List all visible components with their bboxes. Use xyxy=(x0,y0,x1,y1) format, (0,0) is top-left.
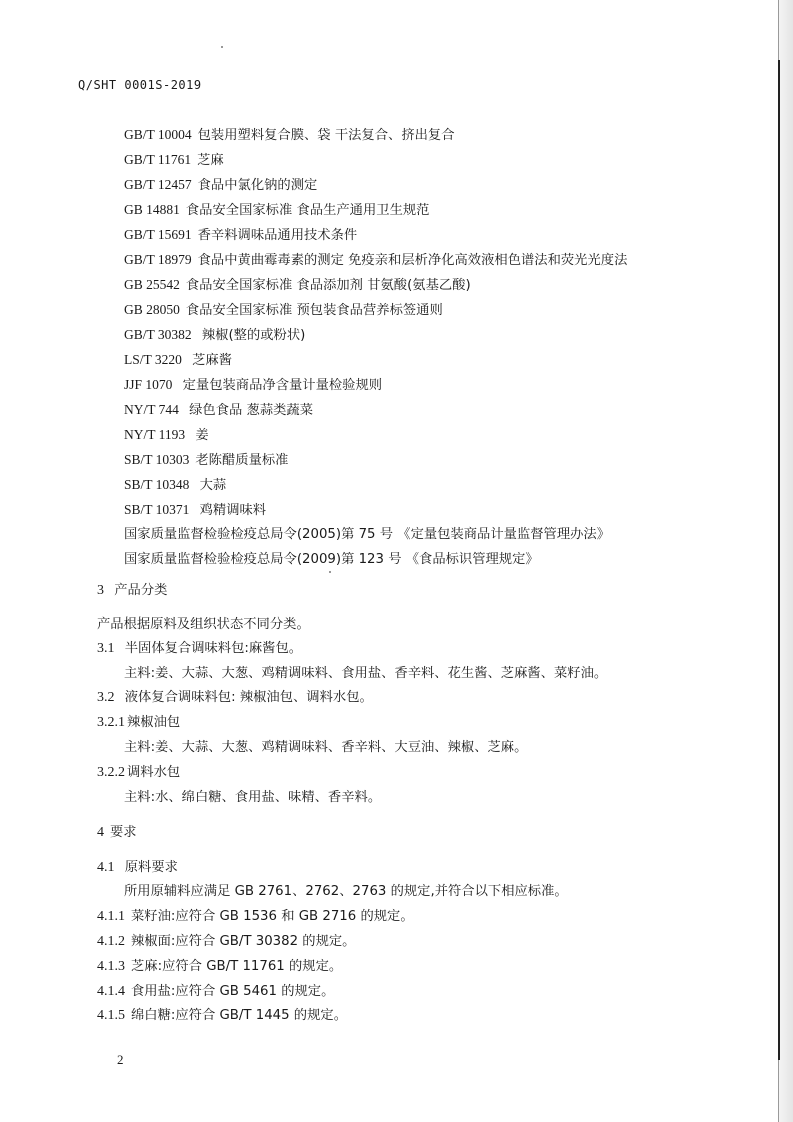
clause-number: 4.1.1 xyxy=(97,909,125,924)
clause-3-2 xyxy=(97,688,373,708)
reference-code: GB/T 12457 xyxy=(124,177,192,192)
clause-3-2-2 xyxy=(97,763,180,783)
clause-text: 芝麻:应符合 GB/T 11761 的规定。 xyxy=(131,959,343,974)
ingredient-list: 主料:姜、大蒜、大葱、鸡精调味料、食用盐、香辛料、花生酱、芝麻酱、菜籽油。 xyxy=(124,666,608,681)
reference-title: 香辛料调味品通用技术条件 xyxy=(197,228,358,243)
ingredient-list: 主料:姜、大蒜、大葱、鸡精调味料、香辛料、大豆油、辣椒、芝麻。 xyxy=(124,740,528,755)
reference-title: 绿色食品 葱蒜类蔬菜 xyxy=(184,403,314,418)
clause-number: 3.2.2 xyxy=(97,765,125,780)
reference-item xyxy=(124,422,627,447)
clause-4-1 xyxy=(97,858,178,878)
reference-title: 姜 xyxy=(191,428,209,443)
reference-title: 定量包装商品净含量计量检验规则 xyxy=(178,378,383,393)
reference-item xyxy=(124,297,627,322)
reference-title: 食品中黄曲霉毒素的测定 免疫亲和层析净化高效液相色谱法和荧光光度法 xyxy=(197,253,628,268)
document-code-header: Q/SHT 0001S-2019 xyxy=(78,78,202,92)
section-title: 要求 xyxy=(110,825,137,840)
reference-item xyxy=(124,472,627,497)
reference-item xyxy=(124,122,627,147)
clause-text: 菜籽油:应符合 GB 1536 和 GB 2716 的规定。 xyxy=(131,909,414,924)
clause-number: 4.1 xyxy=(97,860,115,875)
reference-code: GB/T 15691 xyxy=(124,227,192,242)
reference-title: 辣椒(整的或粉状) xyxy=(197,328,306,343)
scan-edge-line xyxy=(778,60,780,1060)
clause-number: 4.1.2 xyxy=(97,934,125,949)
reference-title: 国家质量监督检验检疫总局令(2005)第 75 号 《定量包装商品计量监督管理办法》 xyxy=(124,527,611,542)
clause-text: 原料要求 xyxy=(124,860,178,875)
reference-code: GB/T 10004 xyxy=(124,127,192,142)
paragraph: 所用原辅料应满足 GB 2761、2762、2763 的规定,并符合以下相应标准。 xyxy=(124,884,568,899)
clause-item xyxy=(97,932,355,952)
scan-edge-shadow xyxy=(778,0,793,1122)
reference-code: GB/T 30382 xyxy=(124,327,192,342)
clause-number: 4.1.4 xyxy=(97,984,125,999)
reference-code: NY/T 744 xyxy=(124,402,179,417)
reference-item xyxy=(124,547,627,572)
clause-number: 3.2 xyxy=(97,690,115,705)
reference-item xyxy=(124,322,627,347)
reference-item xyxy=(124,397,627,422)
section-number: 4 xyxy=(97,825,104,840)
clause-item xyxy=(97,907,414,927)
reference-title: 食品安全国家标准 食品生产通用卫生规范 xyxy=(185,203,430,218)
clause-number: 4.1.3 xyxy=(97,959,125,974)
clause-number: 3.2.1 xyxy=(97,715,125,730)
reference-title: 食品安全国家标准 食品添加剂 甘氨酸(氨基乙酸) xyxy=(185,278,471,293)
ingredient-list: 主料:水、绵白糖、食用盐、味精、香辛料。 xyxy=(124,790,382,805)
reference-code: GB/T 11761 xyxy=(124,152,192,167)
reference-title: 包装用塑料复合膜、袋 干法复合、挤出复合 xyxy=(197,128,455,143)
clause-text: 调料水包 xyxy=(127,765,181,780)
clause-item xyxy=(97,957,342,977)
reference-item xyxy=(124,372,627,397)
page-number: 2 xyxy=(117,1052,124,1067)
clause-text: 绵白糖:应符合 GB/T 1445 的规定。 xyxy=(131,1008,347,1023)
clause-3-1 xyxy=(97,639,302,659)
clause-text: 食用盐:应符合 GB 5461 的规定。 xyxy=(131,984,335,999)
reference-item xyxy=(124,197,627,222)
reference-item xyxy=(124,347,627,372)
reference-item xyxy=(124,497,627,522)
reference-title: 食品中氯化钠的测定 xyxy=(197,178,318,193)
reference-item xyxy=(124,172,627,197)
clause-text: 半固体复合调味料包:麻酱包。 xyxy=(124,641,303,656)
reference-title: 芝麻 xyxy=(197,153,224,168)
reference-code: GB 28050 xyxy=(124,302,180,317)
section-title: 产品分类 xyxy=(114,583,168,598)
section-4-heading xyxy=(97,823,137,843)
reference-item xyxy=(124,522,627,547)
reference-code: NY/T 1193 xyxy=(124,427,186,442)
reference-item xyxy=(124,222,627,247)
reference-title: 鸡精调味料 xyxy=(195,503,267,518)
reference-code: SB/T 10303 xyxy=(124,452,190,467)
reference-item xyxy=(124,147,627,172)
reference-code: GB 25542 xyxy=(124,277,180,292)
clause-number: 3.1 xyxy=(97,641,115,656)
normative-references-list xyxy=(124,122,627,572)
reference-item xyxy=(124,447,627,472)
clause-text: 液体复合调味料包: 辣椒油包、调料水包。 xyxy=(124,690,373,705)
reference-title: 芝麻酱 xyxy=(187,353,233,368)
reference-code: SB/T 10371 xyxy=(124,502,190,517)
section-3-heading xyxy=(97,581,167,601)
clause-item xyxy=(97,1006,347,1026)
clause-text: 辣椒油包 xyxy=(127,715,181,730)
reference-code: SB/T 10348 xyxy=(124,477,190,492)
reference-code: JJF 1070 xyxy=(124,377,173,392)
reference-title: 大蒜 xyxy=(195,478,227,493)
clause-number: 4.1.5 xyxy=(97,1008,125,1023)
clause-text: 辣椒面:应符合 GB/T 30382 的规定。 xyxy=(131,934,356,949)
reference-title: 食品安全国家标准 预包装食品营养标签通则 xyxy=(185,303,443,318)
clause-3-2-1 xyxy=(97,713,180,733)
reference-title: 老陈醋质量标准 xyxy=(195,453,289,468)
clause-item xyxy=(97,982,334,1002)
reference-item xyxy=(124,247,627,272)
reference-code: LS/T 3220 xyxy=(124,352,182,367)
reference-code: GB/T 18979 xyxy=(124,252,192,267)
reference-title: 国家质量监督检验检疫总局令(2009)第 123 号 《食品标识管理规定》 xyxy=(124,552,539,567)
reference-code: GB 14881 xyxy=(124,202,180,217)
reference-item xyxy=(124,272,627,297)
section-number: 3 xyxy=(97,583,104,598)
scan-speck xyxy=(221,46,223,48)
paragraph: 产品根据原料及组织状态不同分类。 xyxy=(97,617,310,632)
